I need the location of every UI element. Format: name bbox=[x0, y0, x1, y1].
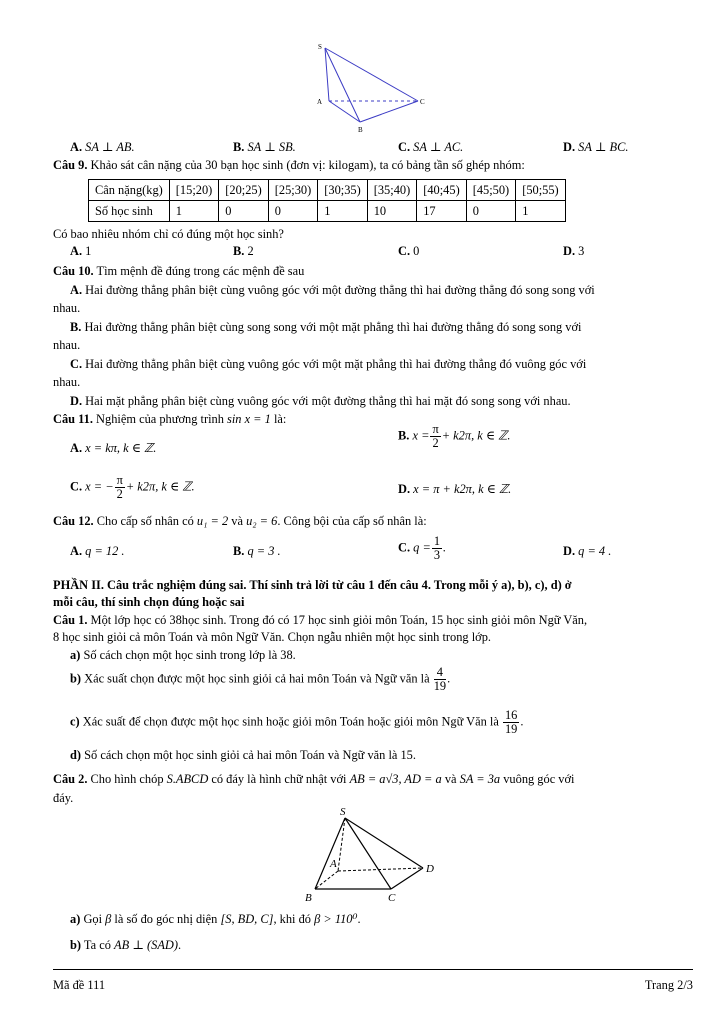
q10-option-d: D. Hai mặt phẳng phân biệt cùng vuông góc với một đường thẳng thì hai mặt đó song song với nhau. bbox=[70, 394, 571, 408]
edge-ad bbox=[338, 868, 423, 871]
fraction: $\frac{\pi}{2}$ bbox=[432, 422, 439, 450]
p2q1-stem-cont: 8 học sinh giỏi cả môn Toán và môn Ngữ Văn. Chọn ngẫu nhiên một học sinh trong lớp. bbox=[53, 630, 491, 644]
p2q2-stem-cont: đáy. bbox=[53, 791, 74, 805]
q11-stem: Câu 11. Nghiệm của phương trình sin x = 1 là: bbox=[53, 412, 287, 426]
table-cell: [30;35) bbox=[318, 180, 367, 201]
vertex-label-a: A bbox=[330, 858, 337, 870]
q12-option-b: B. q = 3 . bbox=[233, 544, 281, 558]
edge-bc bbox=[360, 101, 418, 122]
q9-question: Có bao nhiêu nhóm chỉ có đúng một học sinh? bbox=[53, 227, 284, 241]
p2q1-statement-b: b) Xác suất chọn được một học sinh giỏi cả hai môn Toán và Ngữ văn là $\frac{4}{19}$ . bbox=[70, 665, 451, 693]
table-cell: 1 bbox=[516, 201, 565, 222]
table-row-count bbox=[89, 201, 566, 222]
table-cell: [20;25) bbox=[219, 180, 268, 201]
table-row-weight bbox=[89, 180, 566, 201]
table-head-count: Số học sinh bbox=[89, 201, 170, 222]
q12-stem: Câu 12. Cho cấp số nhân có u₁ = 2 và u₂ = 6. Công bội của cấp số nhân là: bbox=[53, 514, 427, 528]
table-cell: [40;45) bbox=[417, 180, 466, 201]
edge-cd bbox=[391, 868, 423, 889]
fraction: $\frac{\pi}{2}$ bbox=[116, 473, 123, 501]
table-cell: 0 bbox=[268, 201, 317, 222]
vertex-label-a: A bbox=[317, 98, 323, 106]
fraction: $\frac{4}{19}$ bbox=[433, 665, 447, 693]
q11-option-c: C. x = − $\frac{\pi}{2}$ + k2π, k ∈ ℤ. bbox=[70, 473, 195, 501]
q9-stem: Câu 9. Khảo sát cân nặng của 30 bạn học sinh (đơn vị: kilogam), ta có bảng tần số ghép nhóm: bbox=[53, 158, 525, 172]
q9-option-b: B. 2 bbox=[233, 244, 254, 258]
vertex-label-c: C bbox=[420, 98, 425, 106]
table-cell: 0 bbox=[466, 201, 515, 222]
table-cell: 1 bbox=[169, 201, 218, 222]
table-cell: 1 bbox=[318, 201, 367, 222]
part2-title: PHẦN II. Câu trắc nghiệm đúng sai. Thí sinh trả lời từ câu 1 đến câu 4. Trong mỗi ý a), b), c), d) ở bbox=[53, 578, 572, 592]
q8-option-d: D. SA ⊥ BC. bbox=[563, 140, 629, 154]
pyramid-figure-sabc bbox=[312, 40, 432, 134]
footer-divider bbox=[53, 969, 693, 970]
fraction: $\frac{1}{3}$ bbox=[433, 534, 441, 562]
vertex-label-s: S bbox=[340, 806, 346, 818]
fraction: $\frac{16}{19}$ bbox=[504, 708, 518, 736]
table-cell: [35;40) bbox=[367, 180, 416, 201]
q10-option-c: C. Hai đường thẳng phân biệt cùng vuông góc với một mặt phẳng thì hai đường thẳng đó vuông góc với bbox=[70, 357, 587, 371]
q10-option-a-cont: nhau. bbox=[53, 301, 81, 315]
footer-page-number: Trang 2/3 bbox=[644, 978, 693, 992]
p2q2-stem: Câu 2. Cho hình chóp S.ABCD có đáy là hình chữ nhật với AB = a√3, AD = a và SA = 3a vuông góc với bbox=[53, 772, 575, 786]
q12-option-d: D. q = 4 . bbox=[563, 544, 612, 558]
q9-option-a: A. 1 bbox=[70, 244, 92, 258]
q10-option-c-cont: nhau. bbox=[53, 375, 81, 389]
q10-option-b: B. Hai đường thẳng phân biệt cùng song song với một mặt phẳng thì hai đường thẳng đó song song với bbox=[70, 320, 582, 334]
table-cell: 0 bbox=[219, 201, 268, 222]
vertex-label-c: C bbox=[388, 892, 396, 904]
vertex-label-s: S bbox=[318, 43, 322, 51]
vertex-label-b: B bbox=[358, 126, 363, 134]
table-head-weight: Cân nặng(kg) bbox=[89, 180, 170, 201]
edge-sd bbox=[345, 818, 423, 868]
q10-option-a: A. Hai đường thẳng phân biệt cùng vuông góc với một đường thẳng thì hai đường thẳng đó song song với bbox=[70, 283, 595, 297]
edge-sb bbox=[325, 48, 360, 122]
footer-exam-code: Mã đề 111 bbox=[53, 978, 106, 992]
table-cell: 17 bbox=[417, 201, 466, 222]
edge-sc bbox=[345, 818, 391, 889]
q11-option-d: D. x = π + k2π, k ∈ ℤ. bbox=[398, 482, 512, 496]
table-cell: 10 bbox=[367, 201, 416, 222]
q10-option-b-cont: nhau. bbox=[53, 338, 81, 352]
q12-option-c: C. q = $\frac{1}{3}$ . bbox=[398, 534, 447, 562]
q8-option-b: B. SA ⊥ SB. bbox=[233, 140, 296, 154]
frequency-table bbox=[88, 179, 566, 222]
q8-option-c: C. SA ⊥ AC. bbox=[398, 140, 464, 154]
q9-option-d: D. 3 bbox=[563, 244, 585, 258]
table-cell: [15;20) bbox=[169, 180, 218, 201]
table-cell: [25;30) bbox=[268, 180, 317, 201]
q10-stem: Câu 10. Tìm mệnh đề đúng trong các mệnh đề sau bbox=[53, 264, 305, 278]
q8-option-a: A. SA ⊥ AB. bbox=[70, 140, 135, 154]
vertex-label-d: D bbox=[426, 863, 434, 875]
q11-option-a: A. x = kπ, k ∈ ℤ. bbox=[70, 441, 157, 455]
p2q2-statement-a: a) Gọi β là số đo góc nhị diện [S, BD, C], khi đó β > 110⁰. bbox=[70, 912, 361, 926]
part2-title-cont: mỗi câu, thí sinh chọn đúng hoặc sai bbox=[53, 595, 245, 609]
p2q1-statement-a: a) Số cách chọn một học sinh trong lớp là 38. bbox=[70, 648, 296, 662]
table-cell: [45;50) bbox=[466, 180, 515, 201]
table-cell: [50;55) bbox=[516, 180, 565, 201]
p2q1-stem: Câu 1. Một lớp học có 38học sinh. Trong đó có 17 học sinh giỏi môn Toán, 15 học sinh giỏi môn Ngữ Văn, bbox=[53, 613, 588, 627]
p2q2-statement-b: b) Ta có AB ⊥ (SAD). bbox=[70, 938, 182, 952]
p2q1-statement-c: c) Xác suất để chọn được một học sinh hoặc giỏi môn Toán hoặc giỏi môn Ngữ Văn là $\frac{16}{19}$ . bbox=[70, 708, 524, 736]
vertex-label-b: B bbox=[305, 892, 312, 904]
edge-sc bbox=[325, 48, 418, 101]
q11-option-b: B. x = $\frac{\pi}{2}$ + k2π, k ∈ ℤ. bbox=[398, 422, 511, 450]
p2q1-statement-d: d) Số cách chọn một học sinh giỏi cả hai môn Toán và Ngữ văn là 15. bbox=[70, 748, 416, 762]
q9-option-c: C. 0 bbox=[398, 244, 420, 258]
pyramid-figure-sabcd bbox=[296, 804, 446, 904]
q12-option-a: A. q = 12 . bbox=[70, 544, 125, 558]
